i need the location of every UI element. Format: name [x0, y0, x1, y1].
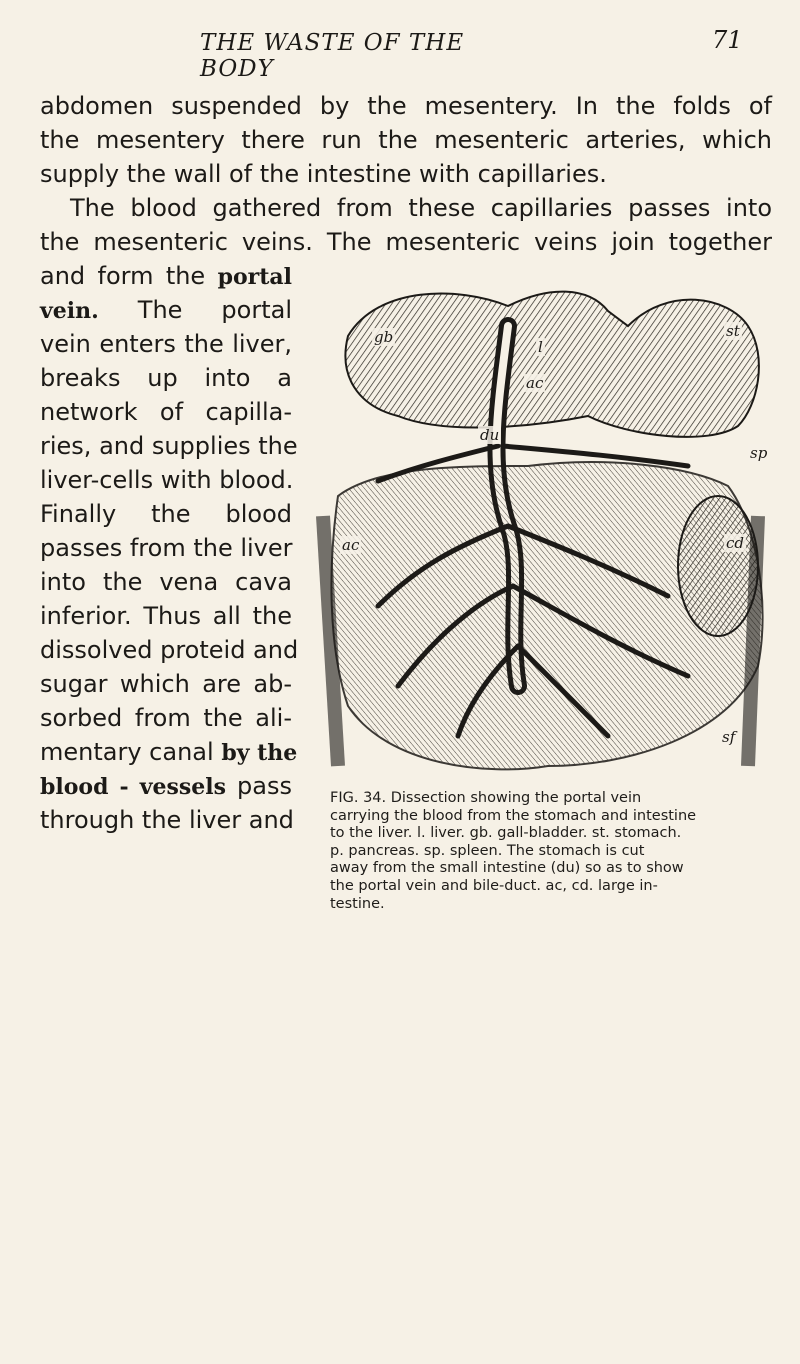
label-gb: gb [374, 328, 394, 346]
page-number: 71 [712, 26, 743, 54]
label-du: du [480, 426, 500, 444]
text-fragment: The portal [137, 296, 292, 324]
text-fragment: and form the [40, 262, 206, 290]
text-line: supply the wall of the intestine with capillaries. [40, 160, 607, 188]
spleen-shape [678, 496, 758, 636]
caption-line: carrying the blood from the stomach and intestine [330, 807, 697, 824]
text-line: dissolved proteid and [40, 636, 299, 664]
text-line: breaks up into a [40, 364, 292, 392]
text-fragment: mentary canal [40, 738, 214, 766]
label-sp: sp [750, 444, 768, 462]
term-blood-vessels: blood - vessels [40, 774, 227, 800]
term-by-the: by the [221, 740, 298, 766]
caption-line: testine. [330, 895, 385, 912]
text-line [40, 735, 298, 770]
text-line: liver-cells with blood. [40, 466, 294, 494]
label-ac: ac [342, 536, 360, 554]
text-line: passes from the liver [40, 534, 293, 562]
text-line [40, 259, 292, 294]
caption-line: away from the small intestine (du) so as to show [330, 860, 684, 877]
text-line: vein enters the liver, [40, 330, 292, 358]
text-line: through the liver and [40, 806, 294, 834]
label-p: ac [526, 374, 544, 392]
text-line: abdomen suspended by the mesentery. In the folds of [40, 92, 772, 120]
dissection-figure [308, 266, 770, 778]
text-line: into the vena cava [40, 568, 292, 596]
term-portal: portal [217, 264, 292, 290]
liver-shape [345, 292, 758, 437]
caption-line: p. pancreas. sp. spleen. The stomach is cut [330, 842, 645, 859]
caption-line: FIG. 34. Dissection showing the portal vein [330, 790, 642, 806]
figure-caption [330, 790, 770, 913]
text-fragment: pass [237, 772, 292, 800]
label-sf: sf [722, 728, 736, 746]
label-cd: cd [726, 534, 745, 552]
label-st: st [726, 322, 740, 340]
text-line: sorbed from the ali- [40, 704, 292, 732]
caption-line: the portal vein and bile-duct. ac, cd. large in- [330, 877, 658, 894]
text-line: Finally the blood [40, 500, 292, 528]
running-head: THE WASTE OF THE BODY [200, 30, 465, 82]
caption-line: to the liver. l. liver. gb. gall-bladder. st. stomach. [330, 825, 682, 842]
text-line: the mesentery there run the mesenteric arteries, which [40, 126, 772, 154]
text-line: network of capilla- [40, 398, 292, 426]
text-line: ries, and supplies the [40, 432, 298, 460]
text-line: the mesenteric veins. The mesenteric veins join together [40, 228, 772, 256]
label-l: l [538, 338, 543, 356]
text-line: The blood gathered from these capillaries passes into [70, 194, 772, 222]
text-line: inferior. Thus all the [40, 602, 292, 630]
text-line [40, 769, 292, 804]
text-line: sugar which are ab- [40, 670, 292, 698]
text-line [40, 293, 292, 328]
term-vein: vein. [40, 298, 99, 324]
